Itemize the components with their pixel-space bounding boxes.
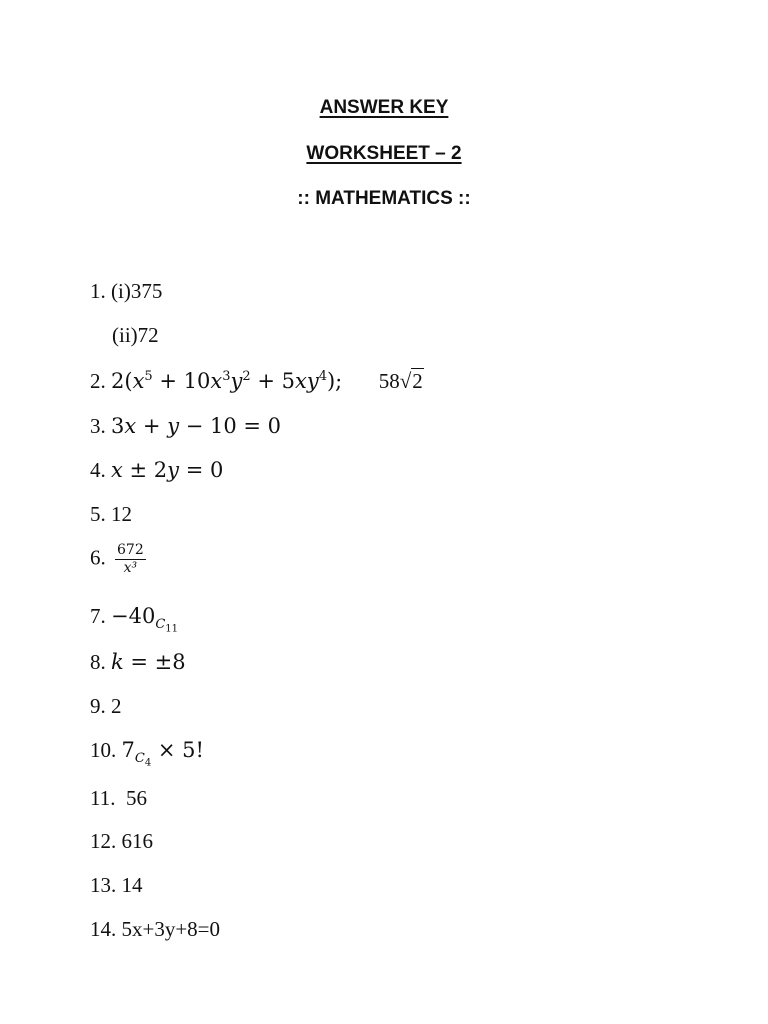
answer-1-ii: (ii)72 bbox=[112, 323, 159, 347]
answer-2-expression: $2(x^5 + 10x^3y^2 + 5xy^4)$; bbox=[111, 369, 343, 393]
answer-8: 8. k = ±8 bbox=[90, 650, 186, 674]
answer-10: 10. $7_{C_4} \times 5$! bbox=[90, 738, 204, 769]
answer-12: 12. 616 bbox=[90, 829, 153, 853]
answer-14: 14. 5x+3y+8=0 bbox=[90, 917, 221, 941]
answer-13: 13. 14 bbox=[90, 873, 143, 897]
answer-2: 2. $2(x^5 + 10x^3y^2 + 5xy^4)$; 58√2 bbox=[90, 369, 423, 393]
worksheet-title: WORKSHEET – 2 bbox=[306, 143, 462, 164]
answer-5: 5. 12 bbox=[90, 502, 132, 526]
answer-6: 6. $\frac{672}{\text{x³}}$ bbox=[90, 542, 144, 576]
answer-1: 1. (i)375 bbox=[90, 279, 163, 303]
answer-key-title: ANSWER KEY bbox=[319, 97, 449, 118]
answer-6-fraction: $\frac{672}{\text{x³}}$ bbox=[117, 542, 144, 576]
answer-3: 3. 3x + y − 10 = 0 bbox=[90, 414, 282, 438]
subject-title: :: MATHEMATICS :: bbox=[297, 188, 471, 209]
answer-9: 9. 2 bbox=[90, 694, 122, 718]
answer-11: 11. 56 bbox=[90, 786, 147, 810]
answer-4: 4. x ± 2y = 0 bbox=[90, 458, 224, 482]
answer-7: 7. $-40_{C_{11}}$ bbox=[90, 604, 179, 635]
answer-2-radical: 58√2 bbox=[378, 369, 423, 393]
